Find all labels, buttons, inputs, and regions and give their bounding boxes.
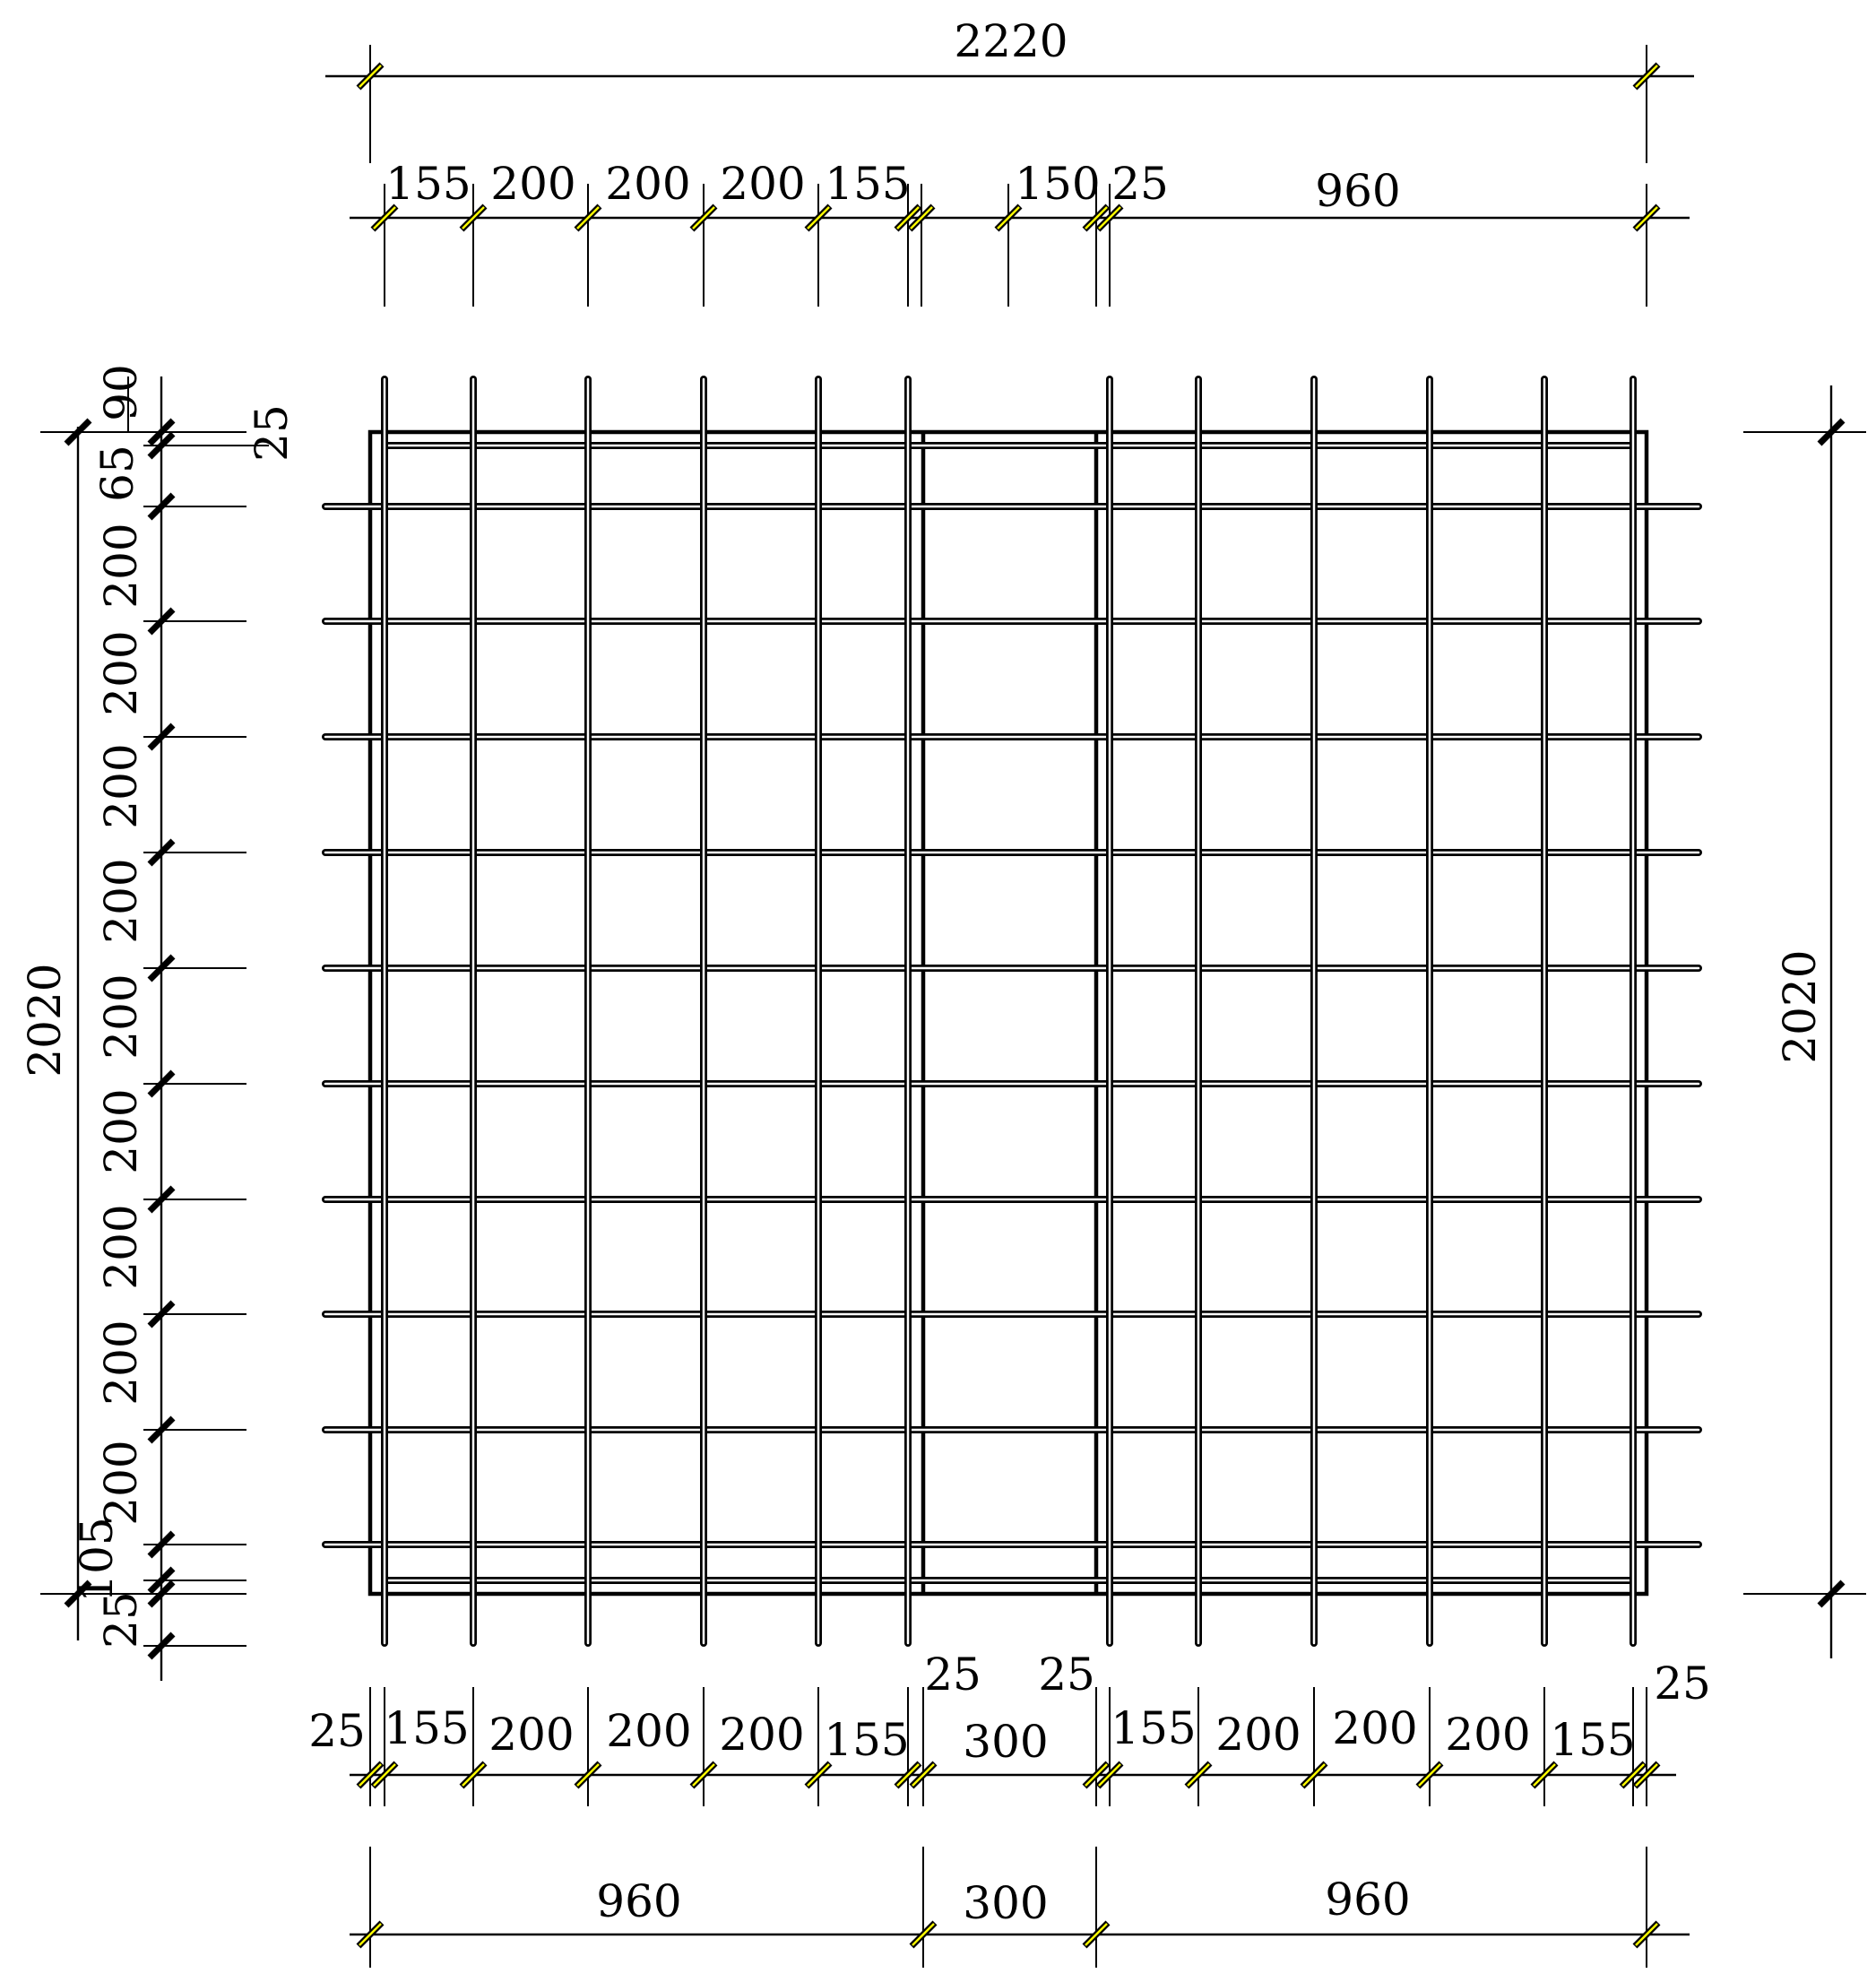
dim-bottom-bar-9: 25	[1038, 1649, 1095, 1701]
dim-top-bar-4: 200	[720, 158, 806, 210]
dim-left-bar-12: 200	[95, 1440, 147, 1526]
dim-bottom-bar-12: 200	[1332, 1702, 1418, 1754]
dim-left-bar-14: 25	[95, 1591, 147, 1649]
dim-top-bar-3: 200	[605, 158, 691, 210]
dim-left-bar-5: 200	[95, 630, 147, 716]
dim-left-bar-2: 25	[246, 404, 298, 462]
dim-bottom-overall-2: 300	[963, 1877, 1049, 1929]
dim-bottom-bar-2: 155	[384, 1702, 470, 1754]
dim-left-bar-7: 200	[95, 858, 147, 944]
dim-top-bar-5: 155	[825, 158, 911, 210]
dim-bottom-bar-6: 155	[824, 1714, 910, 1766]
dim-bottom-bar-3: 200	[488, 1709, 575, 1761]
dim-bottom-overall-3: 960	[1325, 1874, 1411, 1926]
dim-bottom-bar-11: 200	[1215, 1709, 1301, 1761]
panel-outline-rect	[370, 432, 1647, 1594]
rebar-bars	[325, 379, 1699, 1643]
dim-top-overall: 2220	[954, 15, 1068, 67]
dim-left-bar-9: 200	[95, 1088, 147, 1174]
dim-bottom-bar-14: 155	[1550, 1714, 1636, 1766]
dim-bottom-overall-1: 960	[596, 1875, 682, 1927]
dim-left-bar-13: 105	[71, 1517, 123, 1603]
dim-top-bar-2: 200	[490, 158, 576, 210]
dim-top-bar-8: 960	[1315, 165, 1401, 217]
dim-bottom-bar-8: 300	[963, 1716, 1049, 1768]
dim-left-bar-11: 200	[95, 1320, 147, 1406]
dim-top-bar-7: 25	[1111, 158, 1169, 210]
panel-outline	[370, 432, 1647, 1594]
dim-left-bar-8: 200	[95, 974, 147, 1060]
dim-left-bar-3: 65	[91, 445, 143, 502]
dim-bottom-bar-4: 200	[606, 1705, 692, 1757]
dim-bottom-bar-5: 200	[719, 1709, 805, 1761]
dim-left-overall: 2020	[19, 963, 71, 1078]
dim-top-bar-1: 155	[385, 158, 471, 210]
dim-left-bar-4: 200	[95, 523, 147, 609]
dim-bottom-bar-15: 25	[1654, 1657, 1711, 1709]
dim-left-bar-6: 200	[95, 743, 147, 829]
dim-left-bar-1: 90	[95, 364, 147, 421]
dim-bottom-bar-1: 25	[308, 1705, 366, 1757]
dim-bottom-bar-10: 155	[1111, 1702, 1197, 1754]
dim-bottom-bar-13: 200	[1445, 1709, 1531, 1761]
dim-bottom-bar-7: 25	[924, 1649, 981, 1701]
dim-top-bar-6: 150	[1015, 158, 1101, 210]
dim-right-overall: 2020	[1774, 949, 1826, 1064]
dim-left-bar-10: 200	[95, 1204, 147, 1290]
